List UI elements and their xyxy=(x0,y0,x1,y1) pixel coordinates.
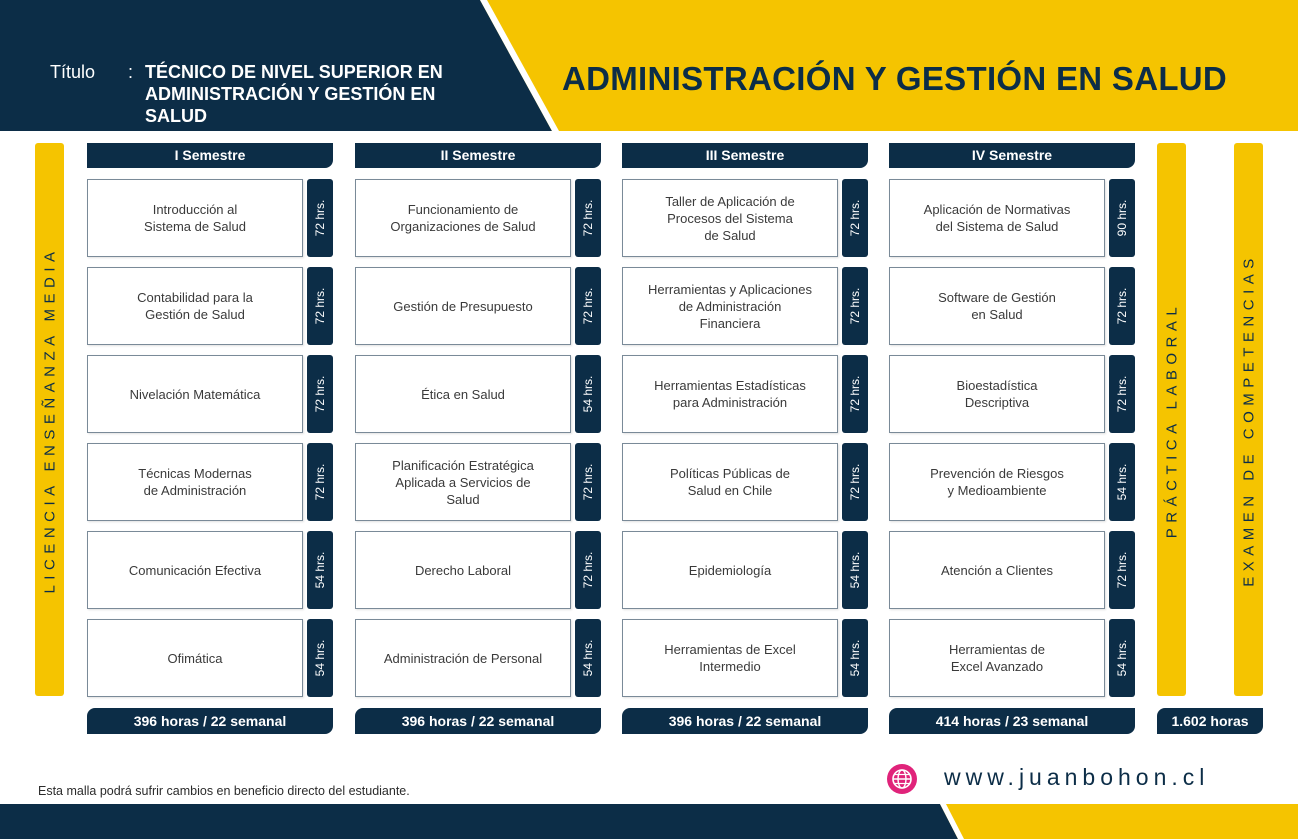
course-name: Herramientas Estadísticas para Administración xyxy=(622,355,838,433)
course-hours: 54 hrs. xyxy=(1115,639,1129,677)
semester-header: III Semestre xyxy=(622,143,868,168)
website-link[interactable]: www.juanbohon.cl xyxy=(944,764,1210,790)
page-title: ADMINISTRACIÓN Y GESTIÓN EN SALUD xyxy=(562,60,1228,97)
disclaimer-note: Esta malla podrá sufrir cambios en beneficio directo del estudiante. xyxy=(38,784,410,798)
course-card xyxy=(355,267,601,345)
course-hours: 72 hrs. xyxy=(581,287,595,325)
course-hours-tab xyxy=(575,619,601,697)
course-name: Herramientas y Aplicaciones de Administración Financiera xyxy=(622,267,838,345)
course-card xyxy=(622,531,868,609)
course-hours: 54 hrs. xyxy=(1115,463,1129,501)
course-hours-tab xyxy=(1109,531,1135,609)
course-card xyxy=(87,443,333,521)
course-name: Ofimática xyxy=(87,619,303,697)
course-name: Herramientas de Excel Avanzado xyxy=(889,619,1105,697)
course-name: Derecho Laboral xyxy=(355,531,571,609)
course-hours-tab xyxy=(307,179,333,257)
course-name: Aplicación de Normativas del Sistema de Salud xyxy=(889,179,1105,257)
semester-header: I Semestre xyxy=(87,143,333,168)
course-hours-tab xyxy=(575,531,601,609)
course-hours: 72 hrs. xyxy=(581,551,595,589)
practica-bar xyxy=(1157,143,1186,696)
course-card xyxy=(87,355,333,433)
course-hours: 72 hrs. xyxy=(848,287,862,325)
course-hours-tab xyxy=(1109,179,1135,257)
globe-icon xyxy=(887,764,917,794)
course-hours-tab xyxy=(842,619,868,697)
course-hours-tab xyxy=(575,443,601,521)
course-hours-tab xyxy=(575,267,601,345)
course-hours: 72 hrs. xyxy=(1115,287,1129,325)
course-hours-tab xyxy=(1109,267,1135,345)
course-card xyxy=(87,531,333,609)
course-hours-tab xyxy=(307,443,333,521)
course-hours-tab xyxy=(307,619,333,697)
course-card xyxy=(355,531,601,609)
course-card xyxy=(622,267,868,345)
course-hours-tab xyxy=(575,355,601,433)
examen-label: EXAMEN DE COMPETENCIAS xyxy=(1240,252,1257,587)
course-card xyxy=(622,179,868,257)
course-hours: 54 hrs. xyxy=(848,551,862,589)
course-hours-tab xyxy=(575,179,601,257)
course-hours: 72 hrs. xyxy=(313,287,327,325)
course-name: Introducción al Sistema de Salud xyxy=(87,179,303,257)
course-hours: 72 hrs. xyxy=(581,463,595,501)
course-name: Herramientas de Excel Intermedio xyxy=(622,619,838,697)
course-card xyxy=(889,355,1135,433)
semester-total: 414 horas / 23 semanal xyxy=(889,708,1135,734)
course-hours: 72 hrs. xyxy=(848,199,862,237)
course-hours-tab xyxy=(1109,443,1135,521)
practica-label: PRÁCTICA LABORAL xyxy=(1163,301,1180,538)
course-card xyxy=(87,619,333,697)
course-name: Taller de Aplicación de Procesos del Sistema de Salud xyxy=(622,179,838,257)
course-name: Gestión de Presupuesto xyxy=(355,267,571,345)
course-hours-tab xyxy=(307,355,333,433)
grand-total: 1.602 horas xyxy=(1157,708,1263,734)
course-hours: 54 hrs. xyxy=(581,639,595,677)
course-hours-tab xyxy=(842,355,868,433)
course-card xyxy=(87,179,333,257)
course-name: Prevención de Riesgos y Medioambiente xyxy=(889,443,1105,521)
semester-total: 396 horas / 22 semanal xyxy=(355,708,601,734)
course-card xyxy=(622,619,868,697)
course-card xyxy=(355,443,601,521)
course-hours: 54 hrs. xyxy=(848,639,862,677)
course-card xyxy=(622,355,868,433)
course-card xyxy=(87,267,333,345)
course-hours: 72 hrs. xyxy=(313,375,327,413)
course-card xyxy=(355,619,601,697)
examen-bar xyxy=(1234,143,1263,696)
course-hours: 54 hrs. xyxy=(313,551,327,589)
course-card xyxy=(355,355,601,433)
course-card xyxy=(889,443,1135,521)
course-hours: 72 hrs. xyxy=(1115,375,1129,413)
course-hours-tab xyxy=(842,531,868,609)
course-card xyxy=(355,179,601,257)
course-name: Ética en Salud xyxy=(355,355,571,433)
course-hours: 72 hrs. xyxy=(1115,551,1129,589)
course-name: Administración de Personal xyxy=(355,619,571,697)
course-card xyxy=(622,443,868,521)
course-name: Epidemiología xyxy=(622,531,838,609)
course-hours-tab xyxy=(307,267,333,345)
semester-total: 396 horas / 22 semanal xyxy=(87,708,333,734)
course-card xyxy=(889,531,1135,609)
course-name: Atención a Clientes xyxy=(889,531,1105,609)
course-hours-tab xyxy=(842,179,868,257)
course-hours: 72 hrs. xyxy=(313,199,327,237)
course-hours-tab xyxy=(842,443,868,521)
degree-title: TÉCNICO DE NIVEL SUPERIOR EN ADMINISTRACIÓN Y GESTIÓN EN SALUD xyxy=(145,62,443,126)
course-name: Nivelación Matemática xyxy=(87,355,303,433)
course-hours-tab xyxy=(1109,355,1135,433)
course-hours-tab xyxy=(1109,619,1135,697)
course-name: Funcionamiento de Organizaciones de Salud xyxy=(355,179,571,257)
semester-header: IV Semestre xyxy=(889,143,1135,168)
course-name: Comunicación Efectiva xyxy=(87,531,303,609)
course-name: Software de Gestión en Salud xyxy=(889,267,1105,345)
course-hours: 54 hrs. xyxy=(581,375,595,413)
semester-header: II Semestre xyxy=(355,143,601,168)
course-name: Bioestadística Descriptiva xyxy=(889,355,1105,433)
course-name: Planificación Estratégica Aplicada a Servicios de Salud xyxy=(355,443,571,521)
course-card xyxy=(889,267,1135,345)
title-label: Título xyxy=(50,62,96,82)
course-name: Políticas Públicas de Salud en Chile xyxy=(622,443,838,521)
course-hours: 72 hrs. xyxy=(581,199,595,237)
prerequisite-label: LICENCIA ENSEÑANZA MEDIA xyxy=(41,245,58,594)
semester-total: 396 horas / 22 semanal xyxy=(622,708,868,734)
course-hours-tab xyxy=(307,531,333,609)
course-card xyxy=(889,619,1135,697)
course-name: Contabilidad para la Gestión de Salud xyxy=(87,267,303,345)
course-name: Técnicas Modernas de Administración xyxy=(87,443,303,521)
title-colon: : xyxy=(128,62,134,82)
prerequisite-bar xyxy=(35,143,64,696)
course-hours-tab xyxy=(842,267,868,345)
course-hours: 72 hrs. xyxy=(313,463,327,501)
course-hours: 90 hrs. xyxy=(1115,199,1129,237)
course-hours: 72 hrs. xyxy=(848,375,862,413)
course-card xyxy=(889,179,1135,257)
course-hours: 72 hrs. xyxy=(848,463,862,501)
course-hours: 54 hrs. xyxy=(313,639,327,677)
